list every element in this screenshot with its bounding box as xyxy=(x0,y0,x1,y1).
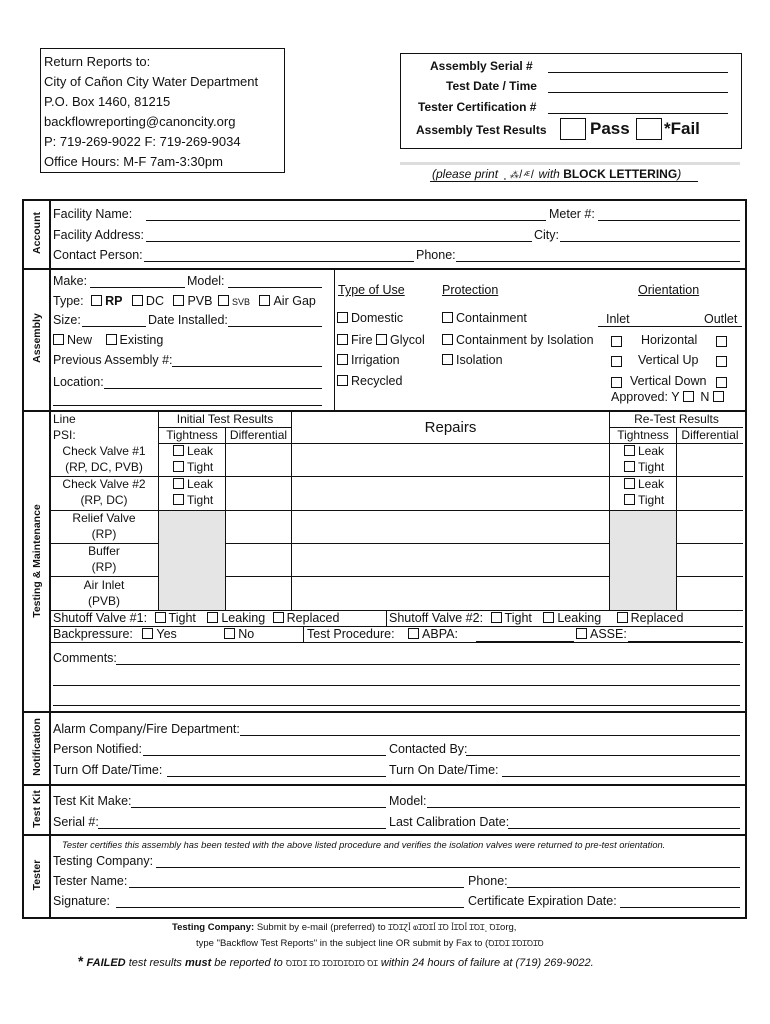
row-backpressure-bottom xyxy=(50,642,743,643)
comments-field-3[interactable] xyxy=(53,705,740,706)
approved-y-checkbox[interactable] xyxy=(683,391,694,402)
repairs-header: Repairs xyxy=(424,419,477,436)
assembly-divider xyxy=(334,270,335,410)
test-kit-model-field[interactable] xyxy=(427,807,740,808)
cv1-retest-tight xyxy=(624,460,664,475)
isolation-option xyxy=(442,353,503,368)
type-row xyxy=(53,294,316,310)
section-label-assembly: Assembly xyxy=(31,313,43,363)
footer-org: org, xyxy=(500,922,517,933)
dc-label: DC xyxy=(145,294,164,308)
cv1-initial-leak xyxy=(173,444,213,459)
containment-checkbox[interactable] xyxy=(442,312,453,323)
approved-n-label: N xyxy=(700,390,710,404)
return-line-2: City of Cañon City Water Department xyxy=(44,74,259,89)
backpressure-yes-checkbox[interactable] xyxy=(142,628,153,639)
vertical-down-label: Vertical Down xyxy=(630,374,707,388)
previous-assembly-field[interactable] xyxy=(172,366,322,367)
cert-exp-field[interactable] xyxy=(620,907,740,908)
print-note-bold: BLOCK LETTERING xyxy=(563,167,678,181)
air-gap-checkbox[interactable] xyxy=(259,295,270,306)
location-field-2[interactable] xyxy=(53,405,322,406)
approved-y-label: Y xyxy=(671,390,680,404)
cv1-retest-leak xyxy=(624,444,664,459)
return-email: backflowreporting@canoncity.org xyxy=(44,114,236,129)
testing-company-field[interactable] xyxy=(156,867,740,868)
cv1-label: Check Valve #1 xyxy=(62,444,146,458)
tester-certifies-text: Tester certifies this assembly has been tested with the above listed procedure and verifies the isolation valves were returned to pre-test orientation. xyxy=(62,840,666,850)
retest-tightness-header: Tightness xyxy=(617,428,669,442)
shutoff2-replaced-label: Replaced xyxy=(630,611,684,625)
shutoff2-leaking-label: Leaking xyxy=(557,611,602,625)
cv1-retest-leak-checkbox[interactable] xyxy=(624,445,635,456)
containment-isolation-label: Containment by Isolation xyxy=(456,333,594,347)
facility-name-field[interactable] xyxy=(146,220,546,221)
shutoff2-row xyxy=(389,611,683,626)
cv2-retest-leak-checkbox[interactable] xyxy=(624,478,635,489)
shutoff1-leaking-label: Leaking xyxy=(221,611,266,625)
retest-differential-header: Differential xyxy=(681,428,739,442)
facility-address-label: Facility Address: xyxy=(53,228,145,242)
backpressure-divider xyxy=(303,626,304,642)
vertical-up-label: Vertical Up xyxy=(638,353,699,367)
signature-field[interactable] xyxy=(116,907,464,908)
abpa-label: ABPA: xyxy=(422,627,458,641)
divider-testkit xyxy=(22,834,745,836)
initial-tightness-header: Tightness xyxy=(166,428,218,442)
cv2-sub: (RP, DC) xyxy=(80,493,128,507)
footer-subject-line: type "Backflow Test Reports" in the subject line OR submit by Fax to ( xyxy=(196,938,489,949)
test-kit-serial-label: Serial #: xyxy=(53,815,99,829)
cv1-initial-tight xyxy=(173,460,213,475)
shutoff2-leaking-checkbox[interactable] xyxy=(543,612,554,623)
city-field[interactable] xyxy=(560,241,740,242)
print-note-mid: with xyxy=(538,167,560,181)
cv2-initial-leak xyxy=(173,477,213,492)
shade-retest xyxy=(610,511,676,610)
protection-header: Protection xyxy=(442,283,499,297)
cv1-sub: (RP, DC, PVB) xyxy=(65,460,143,474)
phone-field[interactable] xyxy=(456,261,740,262)
retest-results-header: Re-Test Results xyxy=(634,412,719,426)
assembly-serial-label: Assembly Serial # xyxy=(430,59,533,73)
isolation-checkbox[interactable] xyxy=(442,354,453,365)
backpressure-yes-label: Yes xyxy=(156,627,177,641)
turn-on-field[interactable] xyxy=(502,776,740,777)
abpa-field[interactable] xyxy=(476,641,574,642)
test-kit-model-label: Model: xyxy=(389,794,427,808)
print-note-bar xyxy=(400,162,740,165)
footer-garbled-email: ꞮꝹꞮⱿꟾ ⱷꞮꝹꞮꟾ ꞮꝹ ꟾꞮꝹꟾ ꞮꝹꞮ˳ ꝹꞮ xyxy=(388,923,501,932)
alarm-label: Alarm Company/Fire Department: xyxy=(53,722,240,736)
irrigation-label: Irrigation xyxy=(351,353,400,367)
fire-label: Fire xyxy=(351,333,373,347)
location-label: Location: xyxy=(53,375,104,389)
tester-phone-label: Phone: xyxy=(468,874,508,888)
air-inlet-label: Air Inlet xyxy=(83,578,125,592)
air-inlet-sub: (PVB) xyxy=(87,594,120,608)
approved-label: Approved: xyxy=(611,390,668,404)
cv2-retest-leak-label: Leak xyxy=(638,477,665,491)
calibration-field[interactable] xyxy=(508,828,740,829)
cv1-initial-leak-label: Leak xyxy=(187,444,214,458)
isolation-label: Isolation xyxy=(456,353,503,367)
cv2-initial-tight-label: Tight xyxy=(187,493,214,507)
shutoff2-replaced-checkbox[interactable] xyxy=(617,612,628,623)
print-note-underline xyxy=(430,181,698,182)
backpressure-label: Backpressure: xyxy=(53,627,133,641)
asse-option xyxy=(576,627,627,642)
asse-label: ASSE: xyxy=(590,627,627,641)
cv2-retest-tight-checkbox[interactable] xyxy=(624,494,635,505)
line-label: Line xyxy=(53,412,76,426)
svb-checkbox[interactable] xyxy=(218,295,229,306)
cb-horizontal-in[interactable] xyxy=(611,336,622,347)
cv1-initial-leak-checkbox[interactable] xyxy=(173,445,184,456)
return-line-1: Return Reports to: xyxy=(44,54,151,69)
testing-company-label: Testing Company: xyxy=(53,854,154,868)
model-label: Model: xyxy=(187,274,225,288)
cv1-retest-leak-label: Leak xyxy=(638,444,665,458)
divider-account xyxy=(22,268,745,270)
recycled-checkbox[interactable] xyxy=(337,375,348,386)
make-field[interactable] xyxy=(90,287,185,288)
containment-option xyxy=(442,311,527,326)
orientation-header: Orientation xyxy=(638,283,700,297)
footer-must: must xyxy=(184,957,212,969)
domestic-option xyxy=(337,311,403,326)
size-field[interactable] xyxy=(82,326,146,327)
meter-label: Meter #: xyxy=(549,207,595,221)
new-checkbox[interactable] xyxy=(53,334,64,345)
dc-checkbox[interactable] xyxy=(132,295,143,306)
domestic-label: Domestic xyxy=(351,311,404,325)
meter-field[interactable] xyxy=(598,220,740,221)
footer-line-2 xyxy=(196,936,544,951)
type-label: Type: xyxy=(53,294,84,308)
tester-cert-label: Tester Certification # xyxy=(418,100,537,114)
person-notified-label: Person Notified: xyxy=(53,742,142,756)
divider-testing xyxy=(22,711,745,713)
pvb-checkbox[interactable] xyxy=(173,295,184,306)
pass-checkbox[interactable] xyxy=(560,118,586,140)
relief-label: Relief Valve xyxy=(72,511,136,525)
test-procedure-label: Test Procedure: xyxy=(307,627,395,641)
footer-garbled-fax: ꝹꞮꝹꞮ ꞮꝹꞮꝹꞮꝹ xyxy=(488,939,544,948)
fail-label: *Fail xyxy=(664,119,700,138)
irrigation-option xyxy=(337,353,400,368)
footer-failed: FAILED xyxy=(86,957,126,969)
footer-within-24: within 24 hours of failure at (719) 269-9022. xyxy=(380,957,594,969)
cb-horizontal-out[interactable] xyxy=(716,336,727,347)
calibration-label: Last Calibration Date: xyxy=(389,815,510,829)
tester-name-label: Tester Name: xyxy=(53,874,128,888)
turn-off-field[interactable] xyxy=(167,776,386,777)
test-date-field[interactable] xyxy=(548,92,728,93)
signature-label: Signature: xyxy=(53,894,110,908)
shutoff1-tight-checkbox[interactable] xyxy=(155,612,166,623)
containment-isolation-checkbox[interactable] xyxy=(442,334,453,345)
new-label: New xyxy=(67,333,93,347)
facility-name-label: Facility Name: xyxy=(53,207,133,221)
approved-row xyxy=(611,390,727,405)
buffer-label: Buffer xyxy=(88,544,120,558)
contact-person-field[interactable] xyxy=(144,261,414,262)
rp-checkbox[interactable] xyxy=(91,295,102,306)
relief-sub: (RP) xyxy=(91,527,117,541)
return-phone-fax: P: 719-269-9022 F: 719-269-9034 xyxy=(44,134,241,149)
asse-field[interactable] xyxy=(628,641,740,642)
shutoff1-replaced-label: Replaced xyxy=(286,611,340,625)
cb-vertical-down-out[interactable] xyxy=(716,377,727,388)
cv2-retest-tight xyxy=(624,493,664,508)
col-initial-mid xyxy=(225,427,226,610)
alarm-field[interactable] xyxy=(240,735,740,736)
date-installed-label: Date Installed: xyxy=(148,313,228,327)
new-existing-row xyxy=(53,333,163,348)
cv2-retest-leak xyxy=(624,477,664,492)
fail-checkbox[interactable] xyxy=(636,118,662,140)
cv1-retest-tight-label: Tight xyxy=(638,460,665,474)
assembly-results-label: Assembly Test Results xyxy=(416,123,547,137)
horizontal-label: Horizontal xyxy=(641,333,698,347)
footer-line-1 xyxy=(172,920,516,935)
cv1-retest-tight-checkbox[interactable] xyxy=(624,461,635,472)
backpressure-no-checkbox[interactable] xyxy=(224,628,235,639)
test-date-label: Test Date / Time xyxy=(446,79,537,93)
contact-person-label: Contact Person: xyxy=(53,248,143,262)
shutoff2-tight-checkbox[interactable] xyxy=(491,612,502,623)
footer-test-results: test results xyxy=(128,957,182,969)
return-line-3: P.O. Box 1460, 81215 xyxy=(44,94,171,109)
shutoff1-row xyxy=(53,611,339,626)
cv2-label: Check Valve #2 xyxy=(62,477,146,491)
test-kit-serial-field[interactable] xyxy=(98,828,386,829)
containment-isolation-option xyxy=(442,333,594,348)
inlet-outlet-underline xyxy=(598,326,742,327)
make-label: Make: xyxy=(53,274,88,288)
test-kit-make-field[interactable] xyxy=(131,807,386,808)
col-retest-mid xyxy=(676,427,677,610)
outlet-label: Outlet xyxy=(704,312,738,326)
footer-submit-email: Submit by e-mail (preferred) to xyxy=(256,922,386,933)
fire-glycol-option xyxy=(337,333,425,348)
inlet-label: Inlet xyxy=(606,312,630,326)
pvb-label: PVB xyxy=(187,294,213,308)
tester-name-field[interactable] xyxy=(129,887,464,888)
city-label: City: xyxy=(534,228,559,242)
psi-label: PSI: xyxy=(53,428,76,442)
footer-testing-company: Testing Company: xyxy=(172,922,255,933)
test-procedure-row xyxy=(307,627,458,642)
print-note-close: ) xyxy=(677,167,682,181)
backpressure-row xyxy=(53,627,254,642)
section-label-tester: Tester xyxy=(31,859,43,891)
contacted-by-label: Contacted By: xyxy=(389,742,468,756)
footer-reported-to: be reported to xyxy=(214,957,283,969)
footer-star: * xyxy=(78,953,84,969)
buffer-sub: (RP) xyxy=(91,560,117,574)
comments-label: Comments: xyxy=(53,651,117,665)
glycol-label: Glycol xyxy=(390,333,425,347)
model-field[interactable] xyxy=(228,287,322,288)
recycled-label: Recycled xyxy=(351,374,403,388)
approved-n-checkbox[interactable] xyxy=(713,391,724,402)
test-kit-make-label: Test Kit Make: xyxy=(53,794,132,808)
tester-cert-field[interactable] xyxy=(548,113,728,114)
section-label-testkit: Test Kit xyxy=(31,790,43,828)
turn-on-label: Turn On Date/Time: xyxy=(389,763,499,777)
irrigation-checkbox[interactable] xyxy=(337,354,348,365)
cb-vertical-up-out[interactable] xyxy=(716,356,727,367)
initial-differential-header: Differential xyxy=(229,428,288,442)
print-note-pre: (please print xyxy=(432,167,499,181)
containment-label: Containment xyxy=(456,311,527,325)
cv2-initial-tight-checkbox[interactable] xyxy=(173,494,184,505)
shutoff1-replaced-checkbox[interactable] xyxy=(273,612,284,623)
assembly-serial-field[interactable] xyxy=(548,72,728,73)
cv1-initial-tight-label: Tight xyxy=(187,460,214,474)
footer-garbled-dept: ꝹꞮꝹꞮ ꞮꝹ ꞮꝹꞮꝹꞮꝹꞮꝹ ꝹꞮ xyxy=(285,959,378,968)
previous-assembly-label: Previous Assembly #: xyxy=(53,353,173,367)
rp-label: RP xyxy=(105,294,123,308)
recycled-option xyxy=(337,374,402,389)
footer-line-3 xyxy=(78,954,594,971)
shutoff1-leaking-checkbox[interactable] xyxy=(207,612,218,623)
glycol-checkbox[interactable] xyxy=(376,334,387,345)
cv2-retest-tight-label: Tight xyxy=(638,493,665,507)
comments-field-1[interactable] xyxy=(116,664,740,665)
comments-field-2[interactable] xyxy=(53,685,740,686)
shade-initial xyxy=(159,511,225,610)
date-installed-field[interactable] xyxy=(228,326,322,327)
facility-address-field[interactable] xyxy=(146,241,532,242)
section-label-testing: Testing & Maintenance xyxy=(31,504,43,618)
return-office-hours: Office Hours: M-F 7am-3:30pm xyxy=(44,154,223,169)
shutoff2-tight-label: Tight xyxy=(504,611,532,625)
contacted-by-field[interactable] xyxy=(466,755,740,756)
air-gap-label: Air Gap xyxy=(273,294,316,308)
svb-label: SVB xyxy=(231,297,250,307)
print-note-garbled: ˳ ⁂ꟾ ᴭꟾ xyxy=(501,170,536,180)
shutoff1-label: Shutoff Valve #1: xyxy=(53,611,148,625)
abpa-checkbox[interactable] xyxy=(408,628,419,639)
size-label: Size: xyxy=(53,313,81,327)
cv1-initial-tight-checkbox[interactable] xyxy=(173,461,184,472)
asse-checkbox[interactable] xyxy=(576,628,587,639)
existing-label: Existing xyxy=(119,333,164,347)
shutoff-divider xyxy=(386,610,387,626)
fire-checkbox[interactable] xyxy=(337,334,348,345)
cert-exp-label: Certificate Expiration Date: xyxy=(468,894,617,908)
type-of-use-header: Type of Use xyxy=(338,283,405,297)
cv2-initial-leak-checkbox[interactable] xyxy=(173,478,184,489)
cv2-initial-leak-label: Leak xyxy=(187,477,214,491)
section-label-notification: Notification xyxy=(31,718,43,776)
divider-notification xyxy=(22,784,745,786)
section-label-account: Account xyxy=(31,212,43,254)
tester-phone-field[interactable] xyxy=(507,887,740,888)
cb-vertical-down-in[interactable] xyxy=(611,377,622,388)
cv2-initial-tight xyxy=(173,493,213,508)
phone-label: Phone: xyxy=(416,248,456,262)
pass-label: Pass xyxy=(590,119,630,138)
shutoff2-label: Shutoff Valve #2: xyxy=(389,611,484,625)
backpressure-no-label: No xyxy=(238,627,255,641)
existing-checkbox[interactable] xyxy=(106,334,117,345)
shutoff1-tight-label: Tight xyxy=(168,611,196,625)
cb-vertical-up-in[interactable] xyxy=(611,356,622,367)
person-notified-field[interactable] xyxy=(143,755,386,756)
initial-results-header: Initial Test Results xyxy=(176,412,274,426)
turn-off-label: Turn Off Date/Time: xyxy=(53,763,163,777)
location-field[interactable] xyxy=(104,388,322,389)
domestic-checkbox[interactable] xyxy=(337,312,348,323)
